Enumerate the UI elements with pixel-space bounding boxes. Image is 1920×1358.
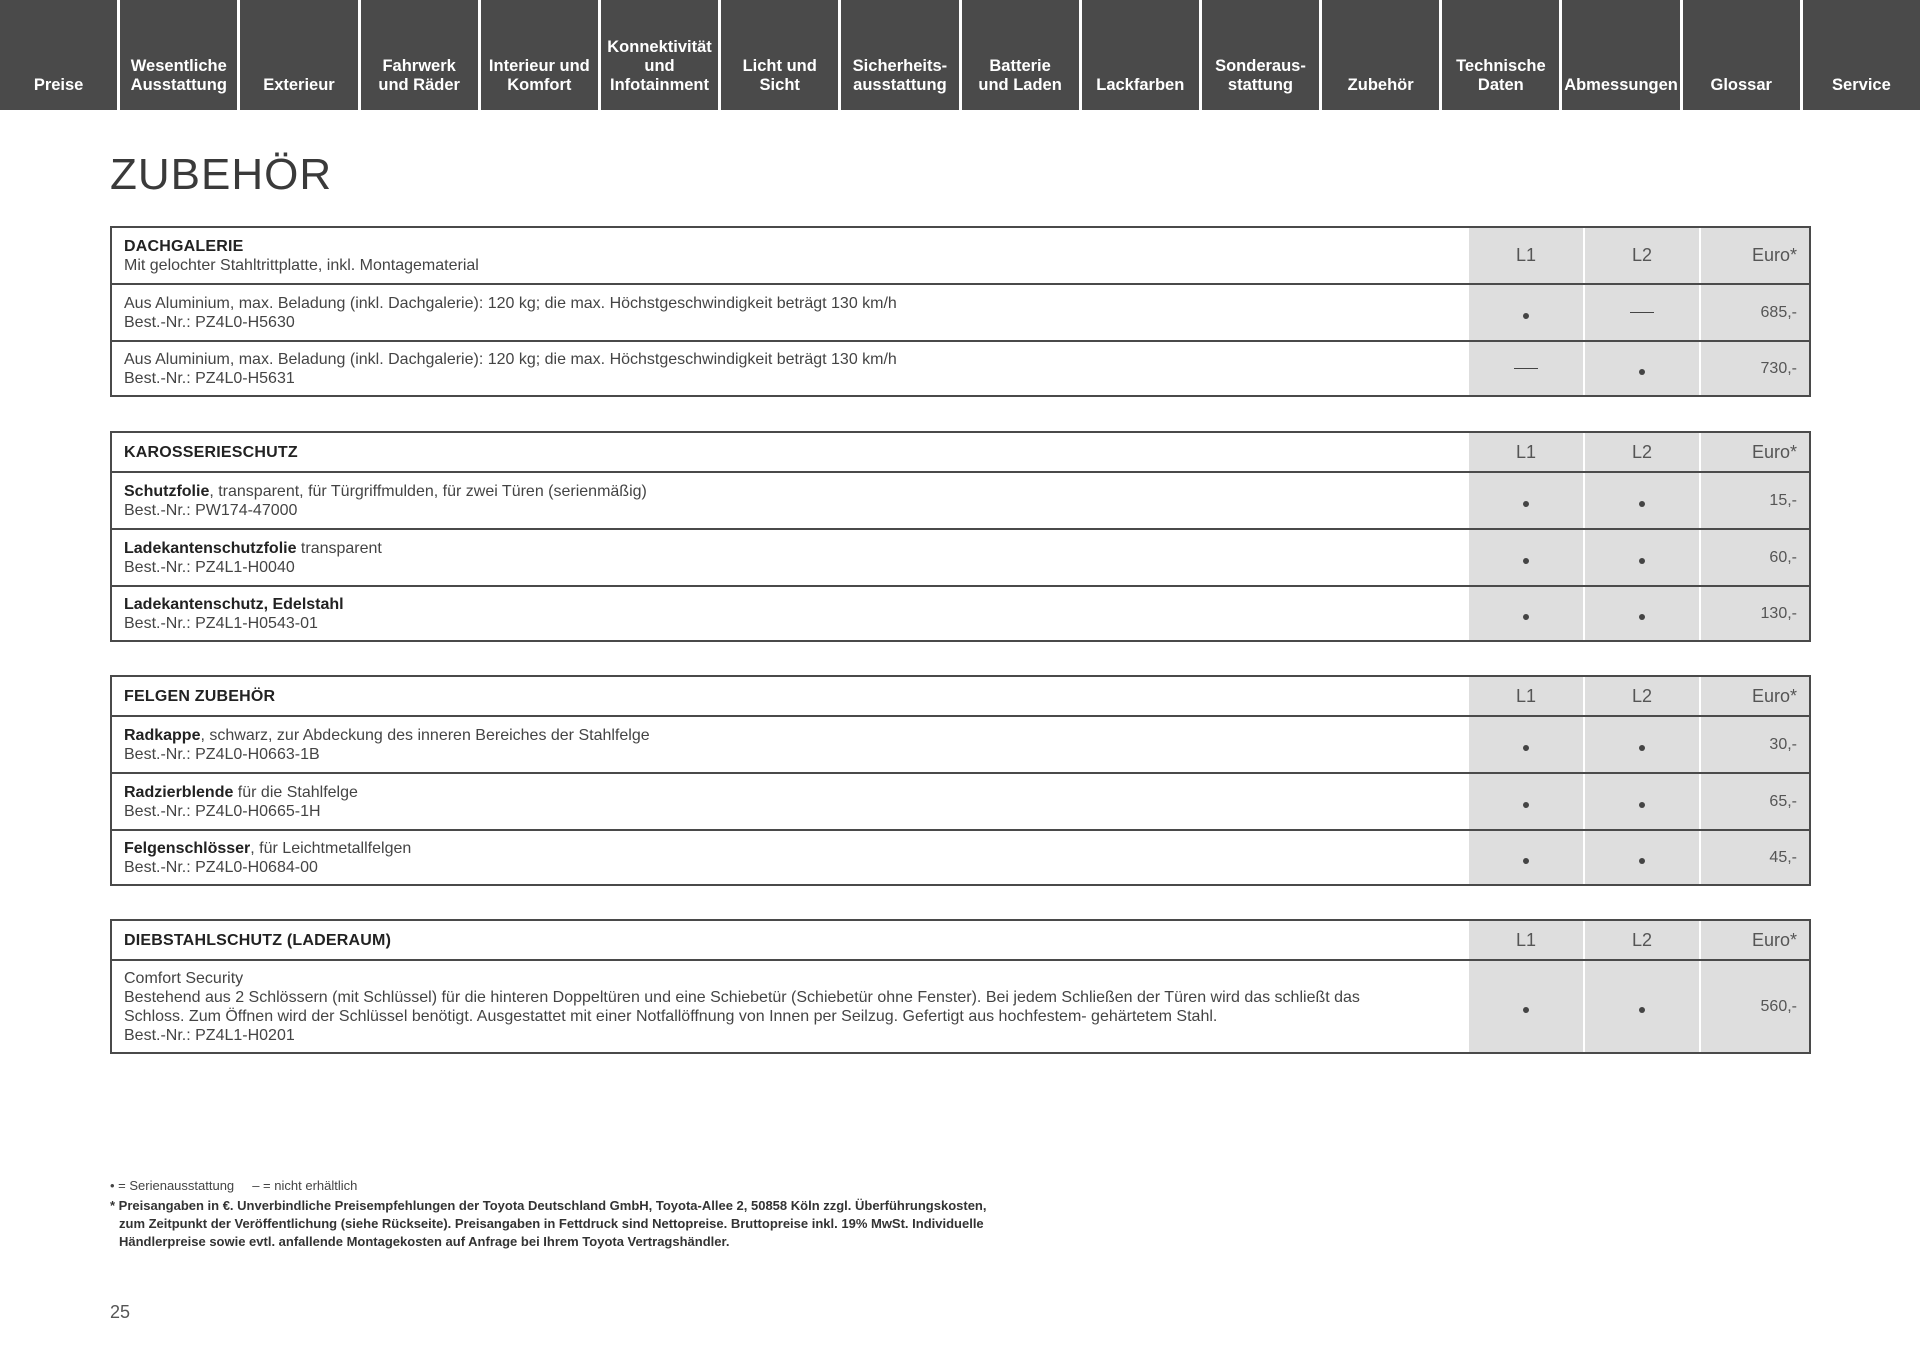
top-navigation (0, 0, 1920, 110)
table-karosserieschutz (110, 431, 1811, 642)
item-price: 130,- (1699, 587, 1809, 640)
availability-l2 (1583, 587, 1699, 640)
column-header-l2: L2 (1583, 228, 1699, 283)
item-order-number: Best.-Nr.: PZ4L1-H0543-01 (124, 614, 318, 632)
availability-l1 (1467, 774, 1583, 829)
nav-tab-exterieur[interactable]: Exterieur (240, 0, 357, 110)
table-row (112, 528, 1809, 585)
column-header-l1: L1 (1467, 677, 1583, 715)
standard-dot-icon (1639, 802, 1645, 808)
section-title: FELGEN ZUBEHÖR (124, 687, 276, 705)
standard-dot-icon (1639, 745, 1645, 751)
column-header-price: Euro* (1699, 228, 1809, 283)
column-header-l2: L2 (1583, 921, 1699, 959)
availability-l2 (1583, 473, 1699, 528)
table-row (112, 471, 1809, 528)
item-description (112, 473, 1467, 528)
page-title: ZUBEHÖR (110, 150, 333, 199)
legend: • = Serienausstattung – = nicht erhältlich (110, 1178, 358, 1193)
table-diebstahlschutz (110, 919, 1811, 1054)
availability-l2 (1583, 961, 1699, 1052)
item-text: , schwarz, zur Abdeckung des inneren Bereiches der Stahlfelge (200, 726, 650, 744)
table-row (112, 959, 1809, 1052)
item-order-number: Best.-Nr.: PZ4L0-H0665-1H (124, 802, 321, 820)
nav-tab-glossar[interactable]: Glossar (1683, 0, 1800, 110)
table-row (112, 772, 1809, 829)
column-header-price: Euro* (1699, 677, 1809, 715)
nav-tab-sonderausstattung[interactable]: Sonderaus- stattung (1202, 0, 1319, 110)
item-price: 560,- (1699, 961, 1809, 1052)
standard-dot-icon (1523, 501, 1529, 507)
item-price: 30,- (1699, 717, 1809, 772)
item-description (112, 961, 1467, 1052)
availability-l1 (1467, 473, 1583, 528)
table-row (112, 829, 1809, 884)
availability-l2 (1583, 831, 1699, 884)
standard-dot-icon (1523, 558, 1529, 564)
availability-l2 (1583, 530, 1699, 585)
standard-dot-icon (1639, 369, 1645, 375)
table-header-row (112, 921, 1809, 959)
table-header-row (112, 228, 1809, 283)
item-order-number: Best.-Nr.: PZ4L0-H0684-00 (124, 858, 318, 876)
nav-tab-lackfarben[interactable]: Lackfarben (1082, 0, 1199, 110)
column-header-price: Euro* (1699, 921, 1809, 959)
standard-dot-icon (1523, 858, 1529, 864)
section-subtitle: Mit gelochter Stahltrittplatte, inkl. Montagematerial (124, 256, 479, 274)
nav-tab-batterie[interactable]: Batterie und Laden (962, 0, 1079, 110)
item-order-number: Best.-Nr.: PZ4L1-H0040 (124, 558, 295, 576)
item-text: , für Leichtmetallfelgen (250, 839, 412, 857)
availability-l1 (1467, 342, 1583, 395)
availability-l1 (1467, 587, 1583, 640)
item-text: Comfort Security Bestehend aus 2 Schlössern (mit Schlüssel) für die hinteren Doppeltüren und eine Schiebetür (Schiebetür ohne Fenster). Bei jedem Schließen der Türen wird das schließt das Schloss. Zum Öffnen wird der Schlüssel benötigt. Ausgestattet mit einer Notfallöffnung von Innen per Seilzug. Gefertigt aus hochfestem- gehärtetem Stahl. (124, 969, 1360, 1025)
availability-l1 (1467, 285, 1583, 340)
availability-l2 (1583, 774, 1699, 829)
item-order-number: Best.-Nr.: PW174-47000 (124, 501, 298, 519)
availability-l1 (1467, 530, 1583, 585)
item-description (112, 530, 1467, 585)
standard-dot-icon (1523, 313, 1529, 319)
nav-tab-abmessungen[interactable]: Abmessungen (1562, 0, 1679, 110)
price-footnote (110, 1197, 1110, 1251)
standard-dot-icon (1523, 614, 1529, 620)
table-felgen-zubehoer (110, 675, 1811, 886)
item-description (112, 774, 1467, 829)
standard-dot-icon (1523, 802, 1529, 808)
item-description (112, 342, 1467, 395)
availability-l1 (1467, 961, 1583, 1052)
item-order-number: Best.-Nr.: PZ4L0-H0663-1B (124, 745, 320, 763)
table-row (112, 340, 1809, 395)
table-row (112, 283, 1809, 340)
not-available-dash-icon (1630, 312, 1654, 313)
item-name: Ladekantenschutzfolie (124, 539, 297, 557)
availability-l2 (1583, 285, 1699, 340)
item-name: Radkappe (124, 726, 201, 744)
item-text: Aus Aluminium, max. Beladung (inkl. Dachgalerie): 120 kg; die max. Höchstgeschwindigkeit beträgt 130 km/h (124, 294, 897, 312)
table-row (112, 585, 1809, 640)
section-title: KAROSSERIESCHUTZ (124, 443, 298, 461)
item-name: Radzierblende (124, 783, 234, 801)
nav-tab-interieur[interactable]: Interieur und Komfort (481, 0, 598, 110)
standard-dot-icon (1639, 558, 1645, 564)
availability-l2 (1583, 342, 1699, 395)
nav-tab-service[interactable]: Service (1803, 0, 1920, 110)
section-title: DIEBSTAHLSCHUTZ (LADERAUM) (124, 931, 392, 949)
nav-tab-licht-und-sicht[interactable]: Licht und Sicht (721, 0, 838, 110)
standard-dot-icon (1639, 1007, 1645, 1013)
item-text: transparent (296, 539, 382, 557)
item-price: 730,- (1699, 342, 1809, 395)
section-heading (112, 433, 1467, 471)
item-text: für die Stahlfelge (233, 783, 358, 801)
availability-l1 (1467, 717, 1583, 772)
availability-l1 (1467, 831, 1583, 884)
standard-dot-icon (1639, 858, 1645, 864)
not-available-dash-icon (1514, 368, 1538, 369)
nav-tab-fahrwerk[interactable]: Fahrwerk und Räder (361, 0, 478, 110)
footnote-line: Händlerpreise sowie evtl. anfallende Montagekosten auf Anfrage bei Ihrem Toyota Vertragshändler. (119, 1234, 730, 1249)
column-header-l1: L1 (1467, 921, 1583, 959)
nav-tab-zubehoer[interactable]: Zubehör (1322, 0, 1439, 110)
column-header-l1: L1 (1467, 433, 1583, 471)
item-description (112, 285, 1467, 340)
item-text: Aus Aluminium, max. Beladung (inkl. Dachgalerie): 120 kg; die max. Höchstgeschwindigkeit beträgt 130 km/h (124, 350, 897, 368)
item-price: 45,- (1699, 831, 1809, 884)
standard-dot-icon (1639, 501, 1645, 507)
nav-tab-wesentliche-ausstattung[interactable]: Wesentliche Ausstattung (120, 0, 237, 110)
section-heading (112, 228, 1467, 283)
footnote-line: zum Zeitpunkt der Veröffentlichung (siehe Rückseite). Preisangaben in Fettdruck sind Nettopreise. Bruttopreise inkl. 19% MwSt. Individuelle (119, 1216, 984, 1231)
section-title: DACHGALERIE (124, 237, 244, 255)
standard-dot-icon (1523, 1007, 1529, 1013)
item-description (112, 831, 1467, 884)
item-price: 15,- (1699, 473, 1809, 528)
availability-l2 (1583, 717, 1699, 772)
table-dachgalerie (110, 226, 1811, 397)
item-text: , transparent, für Türgriffmulden, für zwei Türen (serienmäßig) (209, 482, 647, 500)
item-description (112, 717, 1467, 772)
standard-dot-icon (1639, 614, 1645, 620)
item-price: 65,- (1699, 774, 1809, 829)
standard-dot-icon (1523, 745, 1529, 751)
table-header-row (112, 677, 1809, 715)
item-name: Ladekantenschutz, Edelstahl (124, 595, 344, 613)
nav-tab-konnektivitaet[interactable]: Konnektivität und Infotainment (601, 0, 718, 110)
page-number: 25 (110, 1302, 131, 1322)
item-name: Schutzfolie (124, 482, 210, 500)
table-row (112, 715, 1809, 772)
section-heading (112, 921, 1467, 959)
item-order-number: Best.-Nr.: PZ4L1-H0201 (124, 1026, 295, 1044)
column-header-l2: L2 (1583, 433, 1699, 471)
table-header-row (112, 433, 1809, 471)
item-price: 60,- (1699, 530, 1809, 585)
item-description (112, 587, 1467, 640)
column-header-price: Euro* (1699, 433, 1809, 471)
column-header-l2: L2 (1583, 677, 1699, 715)
nav-tab-technische-daten[interactable]: Technische Daten (1442, 0, 1559, 110)
item-order-number: Best.-Nr.: PZ4L0-H5631 (124, 369, 295, 387)
column-header-l1: L1 (1467, 228, 1583, 283)
nav-tab-sicherheitsausstattung[interactable]: Sicherheits- ausstattung (841, 0, 958, 110)
footnote-line: * Preisangaben in €. Unverbindliche Preisempfehlungen der Toyota Deutschland GmbH, Toyota-Allee 2, 50858 Köln zzgl. Überführungskosten, (110, 1198, 987, 1213)
item-name: Felgenschlösser (124, 839, 251, 857)
item-order-number: Best.-Nr.: PZ4L0-H5630 (124, 313, 295, 331)
item-price: 685,- (1699, 285, 1809, 340)
section-heading (112, 677, 1467, 715)
nav-tab-preise[interactable]: Preise (0, 0, 117, 110)
